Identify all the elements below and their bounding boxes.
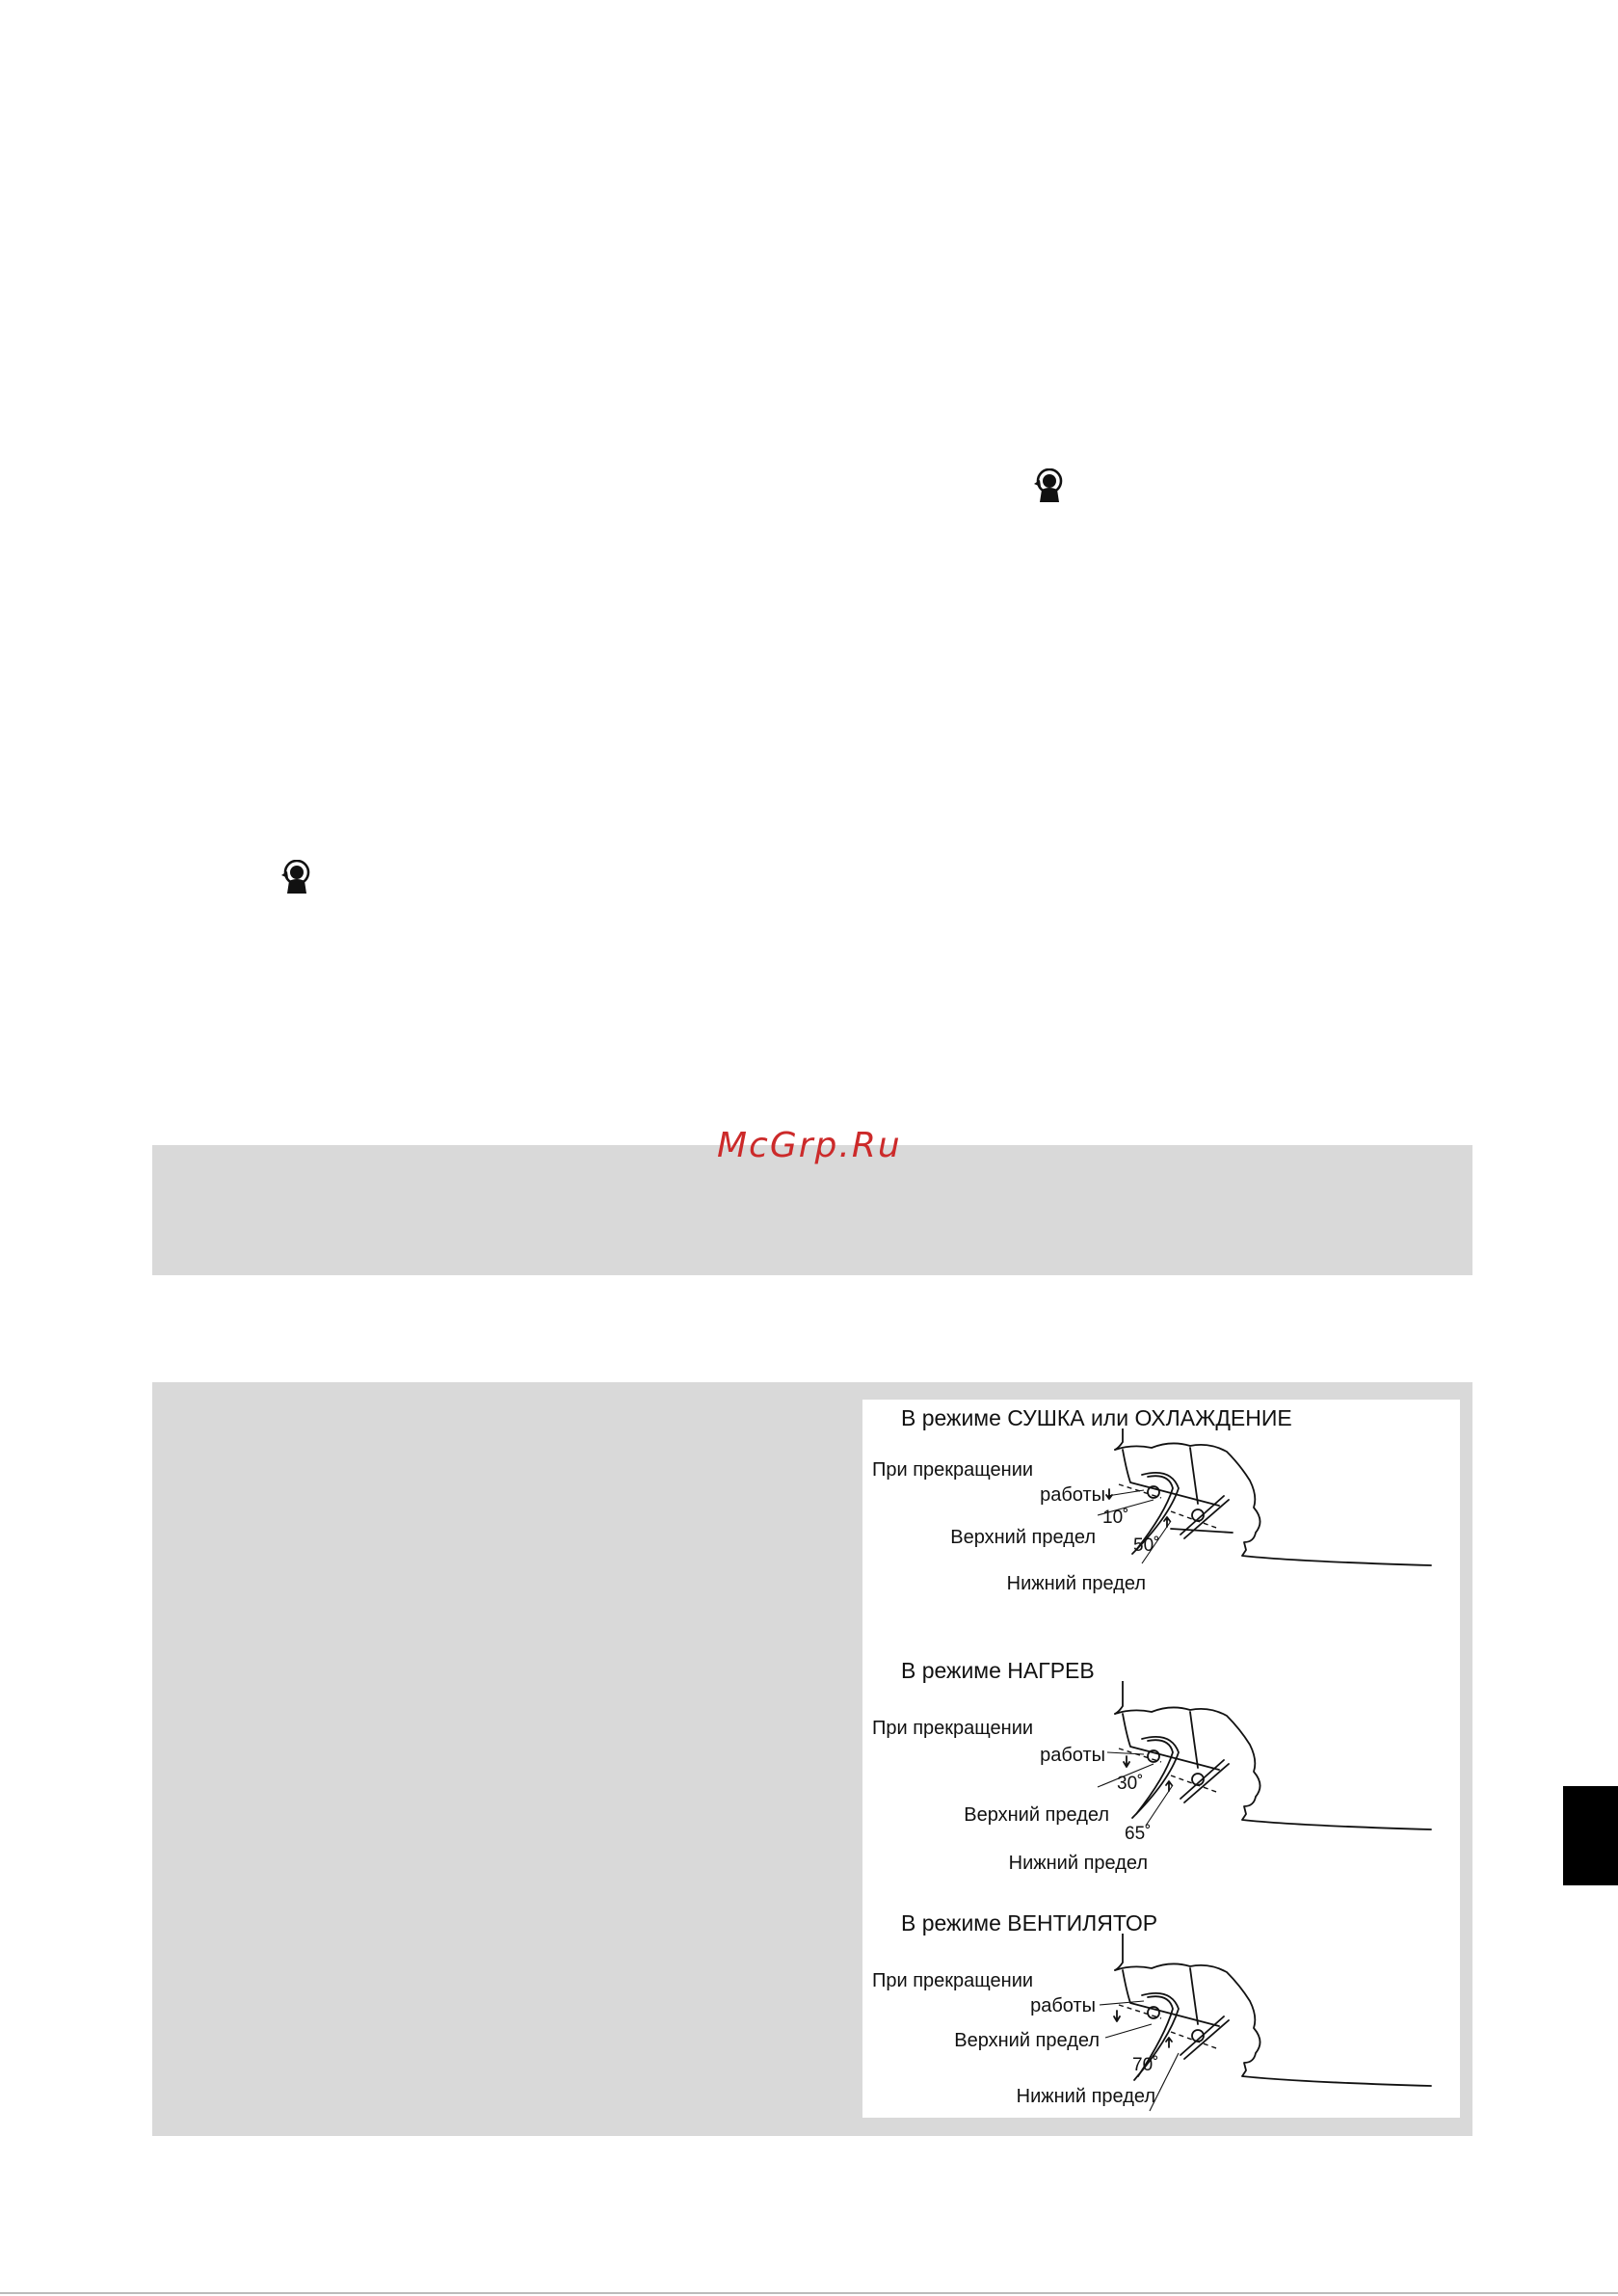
angle-upper: 10˚: [1102, 1508, 1129, 1528]
vane-drawing: [1026, 1428, 1450, 1602]
watermark: McGrp.Ru: [717, 1126, 902, 1165]
angle-upper: 30˚: [1117, 1774, 1144, 1794]
section-tab: [1563, 1786, 1618, 1885]
stop-label-2: работы: [1030, 1995, 1096, 2016]
swing-person-icon: [1032, 468, 1065, 503]
vane-drawing: [1026, 1681, 1450, 1864]
angle-lower: 65˚: [1125, 1824, 1152, 1844]
upper-limit-label: Верхний предел: [954, 2030, 1100, 2051]
footer-rule: [0, 2292, 1618, 2294]
angle-lower: 50˚: [1133, 1535, 1160, 1556]
lower-limit-label: Нижний предел: [1008, 1853, 1148, 1874]
stop-label: При прекращении: [872, 1718, 1034, 1739]
upper-limit-label: Верхний предел: [964, 1804, 1109, 1826]
stop-label-2: работы: [1040, 1745, 1105, 1766]
diagram-title: В режиме НАГРЕВ: [901, 1658, 1095, 1683]
diagram-title: В режиме ВЕНТИЛЯТОР: [901, 1910, 1158, 1936]
lower-limit-label: Нижний предел: [1016, 2086, 1155, 2107]
lower-limit-label: Нижний предел: [1006, 1573, 1146, 1594]
stop-label-2: работы: [1040, 1484, 1105, 1506]
vane-diagram-panel: [862, 1400, 1460, 2118]
angle-lower: 70˚: [1132, 2055, 1159, 2075]
upper-limit-label: Верхний предел: [950, 1527, 1096, 1548]
swing-person-icon: [279, 860, 312, 894]
diagram-title: В режиме СУШКА или ОХЛАЖДЕНИЕ: [901, 1405, 1292, 1430]
vane-drawing: [1026, 1934, 1450, 2126]
stop-label: При прекращении: [872, 1459, 1034, 1481]
stop-label: При прекращении: [872, 1970, 1034, 1991]
